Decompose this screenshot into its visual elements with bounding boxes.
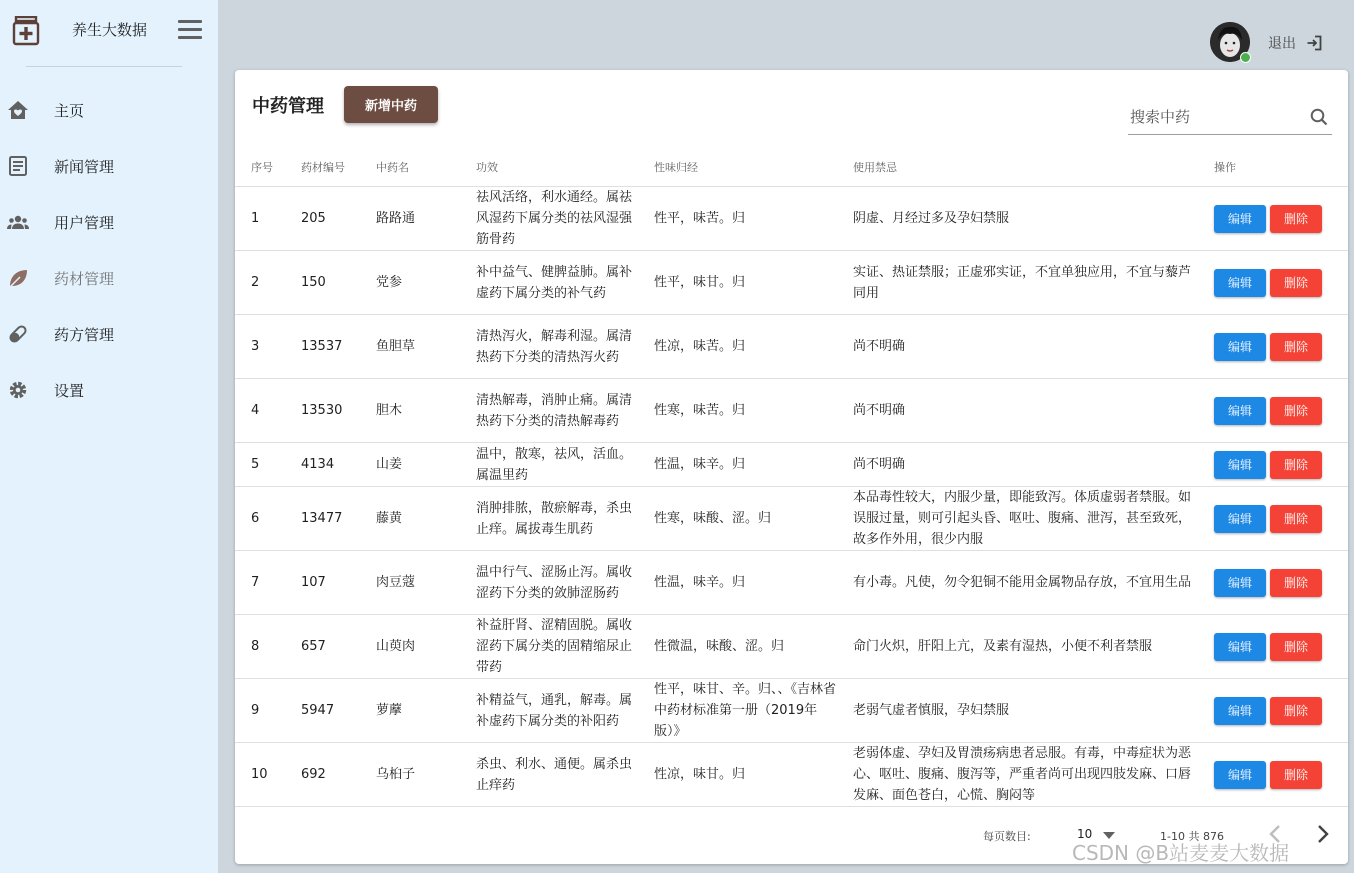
cell-effect: 补中益气、健脾益肺。属补虚药下属分类的补气药 bbox=[460, 251, 638, 315]
cell-actions bbox=[1198, 315, 1348, 379]
rows-per-page-label: 每页数目: bbox=[983, 830, 1031, 843]
column-header-taboo[interactable]: 使用禁忌 bbox=[837, 148, 1198, 187]
search-input[interactable] bbox=[1128, 104, 1302, 130]
cell-nature: 性温，味辛。归 bbox=[638, 443, 837, 487]
cell-taboo: 命门火炽，肝阳上亢，及素有湿热，小便不利者禁服 bbox=[837, 615, 1198, 679]
cell-code: 107 bbox=[285, 551, 360, 615]
cell-no: 9 bbox=[235, 679, 285, 743]
cell-effect: 消肿排脓，散瘀解毒，杀虫止痒。属拔毒生肌药 bbox=[460, 487, 638, 551]
sidebar-item-3[interactable] bbox=[0, 200, 218, 244]
cell-no: 6 bbox=[235, 487, 285, 551]
column-header-effect[interactable]: 功效 bbox=[460, 148, 638, 187]
delete-button[interactable]: 删除 bbox=[1270, 569, 1322, 597]
sidebar-item-label: 设置 bbox=[54, 382, 85, 400]
herb-table bbox=[235, 148, 1348, 807]
logout-icon bbox=[1306, 35, 1322, 51]
search-icon[interactable] bbox=[1310, 108, 1328, 126]
delete-button[interactable]: 删除 bbox=[1270, 451, 1322, 479]
cell-name: 肉豆蔻 bbox=[360, 551, 460, 615]
cell-name: 胆木 bbox=[360, 379, 460, 443]
table-row bbox=[235, 443, 1348, 487]
cell-code: 692 bbox=[285, 743, 360, 807]
sidebar-item-5[interactable] bbox=[0, 312, 218, 356]
edit-button[interactable]: 编辑 bbox=[1214, 505, 1266, 533]
cell-code: 205 bbox=[285, 187, 360, 251]
column-header-code[interactable]: 药材编号 bbox=[285, 148, 360, 187]
next-page-icon[interactable] bbox=[1311, 822, 1333, 846]
cell-nature: 性平，味苦。归 bbox=[638, 187, 837, 251]
edit-button[interactable]: 编辑 bbox=[1214, 697, 1266, 725]
divider bbox=[26, 66, 182, 67]
logout-button[interactable] bbox=[1268, 33, 1322, 53]
cell-taboo: 有小毒。凡使，勿令犯铜不能用金属物品存放，不宜用生品 bbox=[837, 551, 1198, 615]
herb-management-card bbox=[235, 70, 1348, 864]
cell-name: 藤黄 bbox=[360, 487, 460, 551]
cell-code: 5947 bbox=[285, 679, 360, 743]
table-header-row bbox=[235, 148, 1348, 187]
app-title: 养生大数据 bbox=[72, 21, 148, 39]
cell-taboo: 本品毒性较大，内服少量，即能致泻。体质虚弱者禁服。如误服过量，则可引起头昏、呕吐、腹痛、泄泻，甚至致死，故多作外用，很少内服 bbox=[837, 487, 1198, 551]
cell-no: 5 bbox=[235, 443, 285, 487]
edit-button[interactable]: 编辑 bbox=[1214, 451, 1266, 479]
edit-button[interactable]: 编辑 bbox=[1214, 761, 1266, 789]
cell-effect: 祛风活络，利水通经。属祛风湿药下属分类的祛风湿强筋骨药 bbox=[460, 187, 638, 251]
cell-code: 657 bbox=[285, 615, 360, 679]
cell-actions bbox=[1198, 615, 1348, 679]
watermark: CSDN @B站麦麦大数据 bbox=[1072, 841, 1290, 865]
cell-effect: 清热泻火，解毒利湿。属清热药下分类的清热泻火药 bbox=[460, 315, 638, 379]
cell-code: 13530 bbox=[285, 379, 360, 443]
menu-toggle-icon[interactable] bbox=[178, 20, 202, 40]
table-row bbox=[235, 187, 1348, 251]
cell-effect: 温中，散寒，祛风，活血。属温里药 bbox=[460, 443, 638, 487]
search-field bbox=[1128, 100, 1332, 135]
cell-nature: 性凉，味甘。归 bbox=[638, 743, 837, 807]
delete-button[interactable]: 删除 bbox=[1270, 205, 1322, 233]
cell-name: 路路通 bbox=[360, 187, 460, 251]
cell-effect: 温中行气、涩肠止泻。属收涩药下分类的敛肺涩肠药 bbox=[460, 551, 638, 615]
edit-button[interactable]: 编辑 bbox=[1214, 333, 1266, 361]
sidebar-item-4[interactable] bbox=[0, 256, 218, 300]
cell-name: 乌桕子 bbox=[360, 743, 460, 807]
cell-actions bbox=[1198, 743, 1348, 807]
table-row bbox=[235, 379, 1348, 443]
table-row bbox=[235, 743, 1348, 807]
sidebar-item-label: 药方管理 bbox=[54, 326, 115, 344]
sidebar bbox=[0, 0, 218, 873]
cell-code: 4134 bbox=[285, 443, 360, 487]
cell-effect: 杀虫、利水、通便。属杀虫止痒药 bbox=[460, 743, 638, 807]
cell-no: 7 bbox=[235, 551, 285, 615]
leaf-icon bbox=[7, 267, 29, 289]
table-row bbox=[235, 487, 1348, 551]
column-header-name[interactable]: 中药名 bbox=[360, 148, 460, 187]
logout-label: 退出 bbox=[1268, 36, 1296, 52]
table-row bbox=[235, 679, 1348, 743]
delete-button[interactable]: 删除 bbox=[1270, 269, 1322, 297]
cell-taboo: 尚不明确 bbox=[837, 443, 1198, 487]
medicine-box-icon bbox=[12, 16, 40, 46]
sidebar-item-label: 药材管理 bbox=[54, 270, 115, 288]
column-header-no[interactable]: 序号 bbox=[235, 148, 285, 187]
cell-effect: 补益肝肾、涩精固脱。属收涩药下属分类的固精缩尿止带药 bbox=[460, 615, 638, 679]
edit-button[interactable]: 编辑 bbox=[1214, 205, 1266, 233]
page-title: 中药管理 bbox=[252, 96, 324, 117]
cell-actions bbox=[1198, 679, 1348, 743]
column-header-nature[interactable]: 性味归经 bbox=[638, 148, 837, 187]
table-row bbox=[235, 315, 1348, 379]
delete-button[interactable]: 删除 bbox=[1270, 697, 1322, 725]
table-row bbox=[235, 551, 1348, 615]
cell-name: 鱼胆草 bbox=[360, 315, 460, 379]
users-icon bbox=[7, 211, 29, 233]
pagination-range: 1-10 共 876 bbox=[1160, 830, 1224, 843]
newspaper-icon bbox=[7, 155, 29, 177]
cell-nature: 性寒，味酸、涩。归 bbox=[638, 487, 837, 551]
sidebar-item-label: 用户管理 bbox=[54, 214, 115, 232]
cell-no: 8 bbox=[235, 615, 285, 679]
cell-no: 1 bbox=[235, 187, 285, 251]
pill-icon bbox=[7, 323, 29, 345]
cell-nature: 性温，味辛。归 bbox=[638, 551, 837, 615]
cell-code: 13537 bbox=[285, 315, 360, 379]
home-heart-icon bbox=[7, 99, 29, 121]
gear-icon bbox=[7, 379, 29, 401]
cell-actions bbox=[1198, 251, 1348, 315]
sidebar-item-6[interactable] bbox=[0, 368, 218, 412]
cell-no: 10 bbox=[235, 743, 285, 807]
cell-actions bbox=[1198, 487, 1348, 551]
cell-nature: 性微温，味酸、涩。归 bbox=[638, 615, 837, 679]
edit-button[interactable]: 编辑 bbox=[1214, 397, 1266, 425]
cell-nature: 性寒，味苦。归 bbox=[638, 379, 837, 443]
delete-button[interactable]: 删除 bbox=[1270, 633, 1322, 661]
table-row bbox=[235, 251, 1348, 315]
cell-code: 150 bbox=[285, 251, 360, 315]
column-header-actions: 操作 bbox=[1198, 148, 1348, 187]
cell-name: 山萸肉 bbox=[360, 615, 460, 679]
cell-effect: 清热解毒，消肿止痛。属清热药下分类的清热解毒药 bbox=[460, 379, 638, 443]
online-status-dot bbox=[1240, 52, 1251, 63]
cell-taboo: 老弱体虚、孕妇及胃溃疡病患者忌服。有毒，中毒症状为恶心、呕吐、腹痛、腹泻等，严重者尚可出现四肢发麻、口唇发麻、面色苍白，心慌、胸闷等 bbox=[837, 743, 1198, 807]
cell-actions bbox=[1198, 551, 1348, 615]
rows-per-page-value: 10 bbox=[1077, 827, 1093, 841]
cell-name: 山姜 bbox=[360, 443, 460, 487]
delete-button[interactable]: 删除 bbox=[1270, 761, 1322, 789]
cell-name: 萝藦 bbox=[360, 679, 460, 743]
cell-taboo: 尚不明确 bbox=[837, 379, 1198, 443]
cell-taboo: 实证、热证禁服；正虚邪实证，不宜单独应用，不宜与藜芦同用 bbox=[837, 251, 1198, 315]
delete-button[interactable]: 删除 bbox=[1270, 397, 1322, 425]
sidebar-item-1[interactable] bbox=[0, 88, 218, 132]
sidebar-item-2[interactable] bbox=[0, 144, 218, 188]
table-row bbox=[235, 615, 1348, 679]
delete-button[interactable]: 删除 bbox=[1270, 505, 1322, 533]
cell-effect: 补精益气，通乳，解毒。属补虚药下属分类的补阳药 bbox=[460, 679, 638, 743]
cell-taboo: 尚不明确 bbox=[837, 315, 1198, 379]
brand bbox=[0, 0, 218, 66]
cell-name: 党参 bbox=[360, 251, 460, 315]
edit-button[interactable]: 编辑 bbox=[1214, 569, 1266, 597]
cell-no: 2 bbox=[235, 251, 285, 315]
cell-nature: 性平，味甘、辛。归、、《吉林省中药材标准第一册（2019年版）》 bbox=[638, 679, 837, 743]
sidebar-item-label: 新闻管理 bbox=[54, 158, 115, 176]
add-herb-button[interactable]: 新增中药 bbox=[344, 86, 438, 123]
edit-button[interactable]: 编辑 bbox=[1214, 633, 1266, 661]
cell-taboo: 老弱气虚者慎服，孕妇禁服 bbox=[837, 679, 1198, 743]
cell-actions bbox=[1198, 379, 1348, 443]
sidebar-item-label: 主页 bbox=[54, 102, 85, 120]
cell-nature: 性平，味甘。归 bbox=[638, 251, 837, 315]
cell-actions bbox=[1198, 187, 1348, 251]
delete-button[interactable]: 删除 bbox=[1270, 333, 1322, 361]
edit-button[interactable]: 编辑 bbox=[1214, 269, 1266, 297]
cell-code: 13477 bbox=[285, 487, 360, 551]
cell-no: 3 bbox=[235, 315, 285, 379]
cell-actions bbox=[1198, 443, 1348, 487]
cell-nature: 性凉，味苦。归 bbox=[638, 315, 837, 379]
cell-no: 4 bbox=[235, 379, 285, 443]
cell-taboo: 阴虚、月经过多及孕妇禁服 bbox=[837, 187, 1198, 251]
